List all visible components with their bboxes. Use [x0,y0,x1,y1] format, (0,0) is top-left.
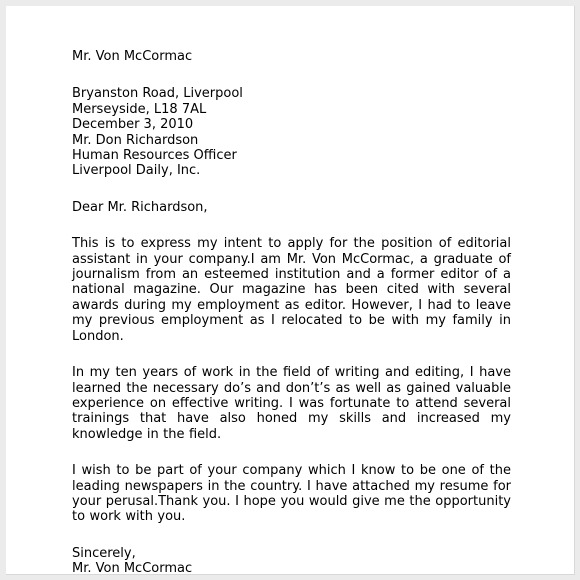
recipient-company: Liverpool Daily, Inc. [72,163,201,179]
recipient-name: Mr. Don Richardson [72,132,199,148]
letter-date: December 3, 2010 [72,117,194,133]
closing: Sincerely, [72,545,136,561]
address-street: Bryanston Road, Liverpool [72,86,243,102]
paragraph-closing: I wish to be part of your company which I know to be one of the leading newspapers in the country. I have attached my resume for your perusal.Thank you. I hope you would give me the opportunity to work with you. [72,463,511,525]
address-block [72,86,511,178]
letter-body [72,49,511,577]
recipient-title: Human Resources Officer [72,148,237,164]
address-region: Merseyside, L18 7AL [72,101,207,117]
sender-name: Mr. Von McCormac [72,49,193,64]
paragraph-intro: This is to express my intent to apply for the position of editorial assistant in your company.I am Mr. Von McCormac, a graduate of journalism from an esteemed institution and a former editor of a national magazine. Our magazine has been cited with several awards during my employment as editor. However, I had to leave my previous employment as I relocated to be with my family in London. [72,236,511,344]
salutation: Dear Mr. Richardson, [72,199,208,215]
paragraph-experience: In my ten years of work in the field of writing and editing, I have learned the necessary do’s and don’t’s as well as gained valuable experience on effective writing. I was fortunate to attend several trainings that have also honed my skills and increased my knowledge in the field. [72,365,511,442]
signature: Mr. Von McCormac [72,561,193,577]
letter-page [6,6,575,575]
